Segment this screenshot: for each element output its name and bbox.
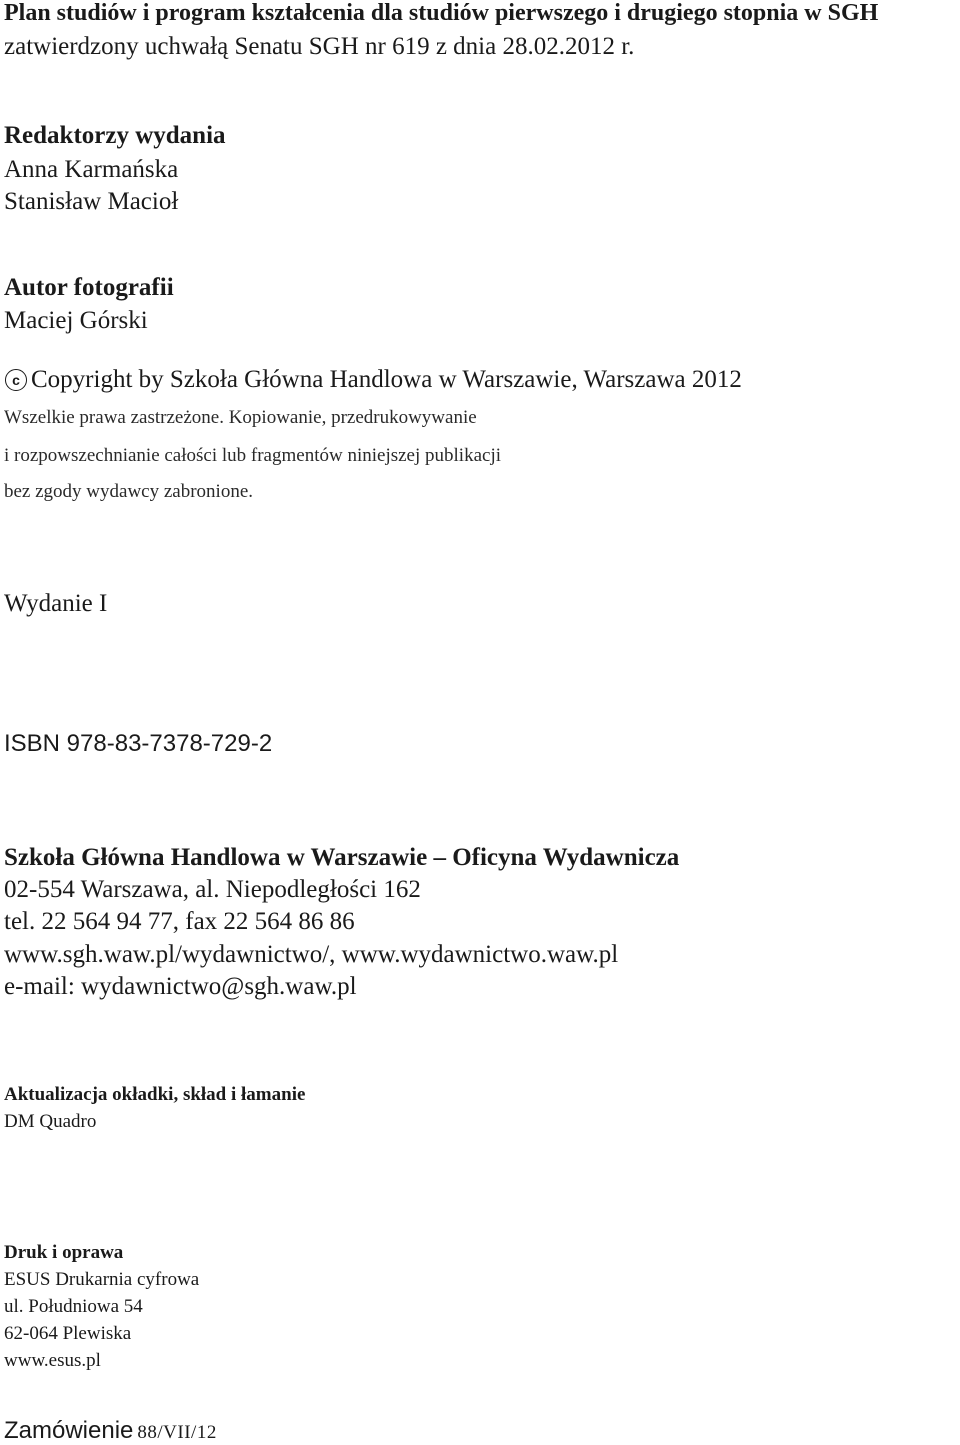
editor-name: Anna Karmańska bbox=[4, 156, 179, 183]
publication-title-line-1: Plan studiów i program kształcenia dla studiów pierwszego i drugiego stopnia w SGH bbox=[4, 0, 879, 26]
publisher-name: Szkoła Główna Handlowa w Warszawie – Oficyna Wydawnicza bbox=[4, 844, 680, 871]
order-label: Zamówienie bbox=[4, 1417, 134, 1444]
publisher-websites: www.sgh.waw.pl/wydawnictwo/, www.wydawnictwo.waw.pl bbox=[4, 941, 619, 968]
printer-line: 62-064 Plewiska bbox=[4, 1323, 132, 1344]
edition-number: Wydanie I bbox=[4, 590, 108, 617]
photo-author-label: Autor fotografii bbox=[4, 274, 174, 301]
editors-label: Redaktorzy wydania bbox=[4, 122, 226, 149]
rights-line: i rozpowszechnianie całości lub fragmentów niniejszej publikacji bbox=[4, 445, 501, 466]
editor-name: Stanisław Macioł bbox=[4, 188, 179, 215]
copyright-line bbox=[4, 366, 742, 394]
publisher-email: e-mail: wydawnictwo@sgh.waw.pl bbox=[4, 973, 357, 1000]
printer-line: ul. Południowa 54 bbox=[4, 1296, 143, 1317]
publication-title-line-2: zatwierdzony uchwałą Senatu SGH nr 619 z dnia 28.02.2012 r. bbox=[4, 33, 635, 60]
photo-author-name: Maciej Górski bbox=[4, 307, 148, 334]
rights-line: bez zgody wydawcy zabronione. bbox=[4, 481, 254, 502]
copyright-text: Copyright by Szkoła Główna Handlowa w Warszawie, Warszawa 2012 bbox=[31, 366, 742, 393]
rights-line: Wszelkie prawa zastrzeżone. Kopiowanie, przedrukowywanie bbox=[4, 407, 477, 428]
isbn: ISBN 978-83-7378-729-2 bbox=[4, 730, 273, 757]
publisher-phone: tel. 22 564 94 77, fax 22 564 86 86 bbox=[4, 908, 355, 935]
copyright-icon: c bbox=[5, 369, 27, 391]
layout-credit-label: Aktualizacja okładki, skład i łamanie bbox=[4, 1084, 306, 1105]
publisher-address: 02-554 Warszawa, al. Niepodległości 162 bbox=[4, 876, 421, 903]
printer-line: www.esus.pl bbox=[4, 1350, 101, 1371]
order-line bbox=[4, 1417, 217, 1445]
order-number: 88/VII/12 bbox=[137, 1422, 217, 1443]
layout-credit-name: DM Quadro bbox=[4, 1111, 97, 1132]
print-label: Druk i oprawa bbox=[4, 1242, 124, 1263]
printer-line: ESUS Drukarnia cyfrowa bbox=[4, 1269, 200, 1290]
